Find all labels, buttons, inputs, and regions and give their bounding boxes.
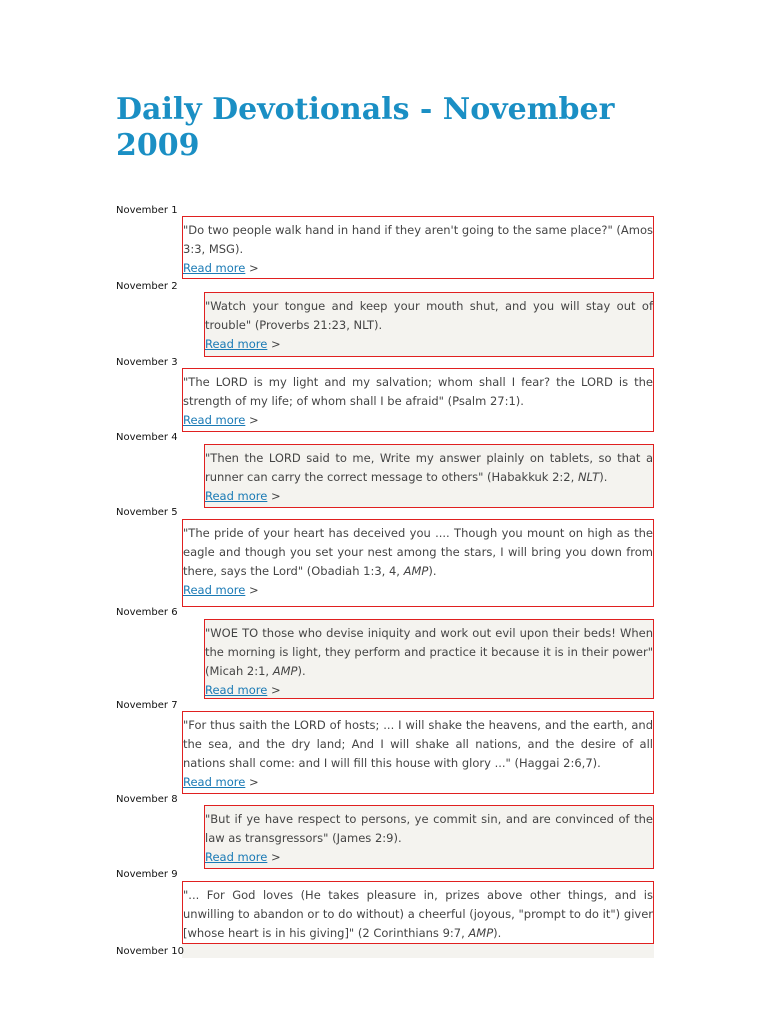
read-more-link[interactable]: Read more [183,583,246,597]
next-entry-strip [182,944,654,958]
devotional-entry [204,619,654,699]
read-more-arrow: > [249,261,259,275]
devotional-entry [182,368,654,432]
page-title: Daily Devotionals - November 2009 [116,92,615,163]
devotional-entry [204,805,654,869]
devotional-quote: "The LORD is my light and my salvation; whom shall I fear? the LORD is the strength of my life; of whom shall I be afraid" (Psalm 27:1). [183,375,653,408]
devotional-quote: "... For God loves (He takes pleasure in, prizes above other things, and is unwilling to abandon or to do without) a cheerful (joyous, "prompt to do it") giver [whose heart is in his giving]" (2 Corinthians 9:7, AMP). [183,888,653,940]
devotional-quote: "For thus saith the LORD of hosts; ... I will shake the heavens, and the earth, and the sea, and the dry land; And I will shake all nations, and the desire of all nations shall come: and I will fill this house with glory ..." (Haggai 2:6,7). [183,718,653,770]
devotional-quote: "Then the LORD said to me, Write my answer plainly on tablets, so that a runner can carry the correct message to others" (Habakkuk 2:2, NLT). [205,451,653,484]
date-label: November 4 [116,432,178,443]
date-label: November 7 [116,700,178,711]
read-more-link[interactable]: Read more [183,261,246,275]
date-label: November 5 [116,507,178,518]
read-more-link[interactable]: Read more [205,683,268,697]
read-more-arrow: > [249,583,259,597]
read-more-arrow: > [271,683,281,697]
date-label: November 8 [116,794,178,805]
devotional-quote: "WOE TO those who devise iniquity and work out evil upon their beds! When the morning is light, they perform and practice it because it is in their power" (Micah 2:1, AMP). [205,626,653,678]
date-label: November 10 [116,946,184,957]
read-more-link[interactable]: Read more [205,850,268,864]
read-more-link[interactable]: Read more [205,489,268,503]
read-more-link[interactable]: Read more [205,337,268,351]
devotional-entry [204,444,654,508]
date-label: November 2 [116,281,178,292]
devotional-quote: "But if ye have respect to persons, ye commit sin, and are convinced of the law as transgressors" (James 2:9). [205,812,653,845]
read-more-arrow: > [249,413,259,427]
devotional-entry [182,519,654,607]
read-more-link[interactable]: Read more [183,413,246,427]
read-more-arrow: > [271,489,281,503]
read-more-arrow: > [271,337,281,351]
devotional-entry [182,881,654,944]
date-label: November 1 [116,205,178,216]
devotional-entry [182,216,654,279]
devotional-entry [204,292,654,357]
devotional-quote: "Do two people walk hand in hand if they aren't going to the same place?" (Amos 3:3, MSG). [183,223,653,256]
devotional-quote: "The pride of your heart has deceived you .... Though you mount on high as the eagle and though you set your nest among the stars, I will bring you down from there, says the Lord" (Obadiah 1:3, 4, AMP). [183,526,653,578]
read-more-arrow: > [271,850,281,864]
date-label: November 9 [116,869,178,880]
devotional-entry [182,711,654,794]
date-label: November 3 [116,357,178,368]
date-label: November 6 [116,607,178,618]
read-more-link[interactable]: Read more [183,775,246,789]
read-more-arrow: > [249,775,259,789]
devotional-quote: "Watch your tongue and keep your mouth shut, and you will stay out of trouble" (Proverbs 21:23, NLT). [205,299,653,332]
